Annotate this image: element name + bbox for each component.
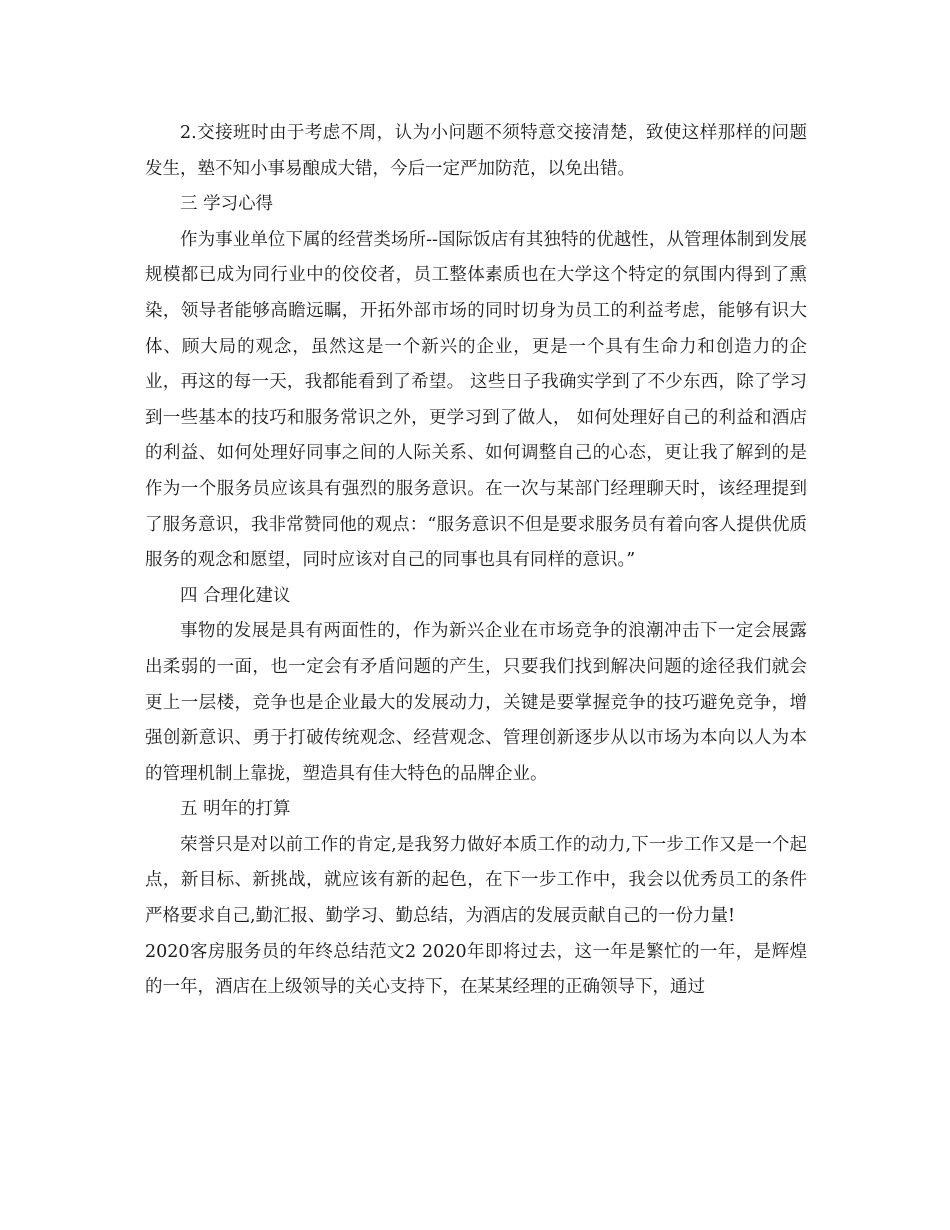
paragraph-learning: 作为事业单位下属的经营类场所--国际饭店有其独特的优越性，从管理体制到发展规模都已成为同行业中的佼佼者，员工整体素质也在大学这个特定的氛围内得到了熏染，领导者能够高瞻远瞩，开拓外部市场的同时切身为员工的利益考虑，能够有识大体、顾大局的观念，虽然这是一个新兴的企业，更是一个具有生命力和创造力的企业，再这的每一天，我都能看到了希望。 这些日子我确实学到了不少东西，除了学习到一些基本的技巧和服务常识之外，更学习到了做人， 如何处理好自己的利益和酒店的利益、如何处理好同事之间的人际关系、如何调整自己的心态，更让我了解到的是作为一个服务员应该具有强烈的服务意识。在一次与某部门经理聊天时，该经理提到了服务意识，我非常赞同他的观点：“服务意识不但是要求服务员有着向客人提供优质服务的观念和愿望，同时应该对自己的同事也具有同样的意识。”	[145, 229, 807, 571]
document-body	[145, 116, 807, 1006]
section-heading-suggestions: 四 合理化建议	[180, 585, 291, 606]
paragraph-summary-2: 2020客房服务员的年终总结范文2 2020年即将过去，这一年是繁忙的一年，是辉煌的一年，酒店在上级领导的关心支持下，在某某经理的正确领导下，通过	[145, 941, 807, 998]
section-heading-learning: 三 学习心得	[180, 194, 274, 215]
paragraph-suggestions: 事物的发展是具有两面性的，作为新兴企业在市场竞争的浪潮冲击下一定会展露出柔弱的一面，也一定会有矛盾问题的产生，只要我们找到解决问题的途径我们就会更上一层楼，竞争也是企业最大的发展动力，关键是要掌握竞争的技巧避免竞争，增强创新意识、勇于打破传统观念、经营观念、管理创新逐步从以市场为本向以人为本的管理机制上靠拢，塑造具有佳大特色的品牌企业。	[145, 621, 807, 784]
paragraph-next-year: 荣誉只是对以前工作的肯定,是我努力做好本质工作的动力,下一步工作又是一个起点，新目标、新挑战，就应该有新的起色，在下一步工作中，我会以优秀员工的条件严格要求自己,勤汇报、勤学习、勤总结，为酒店的发展贡献自己的一份力量!	[145, 834, 807, 927]
section-heading-next-year: 五 明年的打算	[180, 799, 291, 820]
paragraph-handover-issue: 2.交接班时由于考虑不周，认为小问题不须特意交接清楚，致使这样那样的问题发生，塾不知小事易酿成大错，今后一定严加防范，以免出错。	[145, 123, 807, 179]
